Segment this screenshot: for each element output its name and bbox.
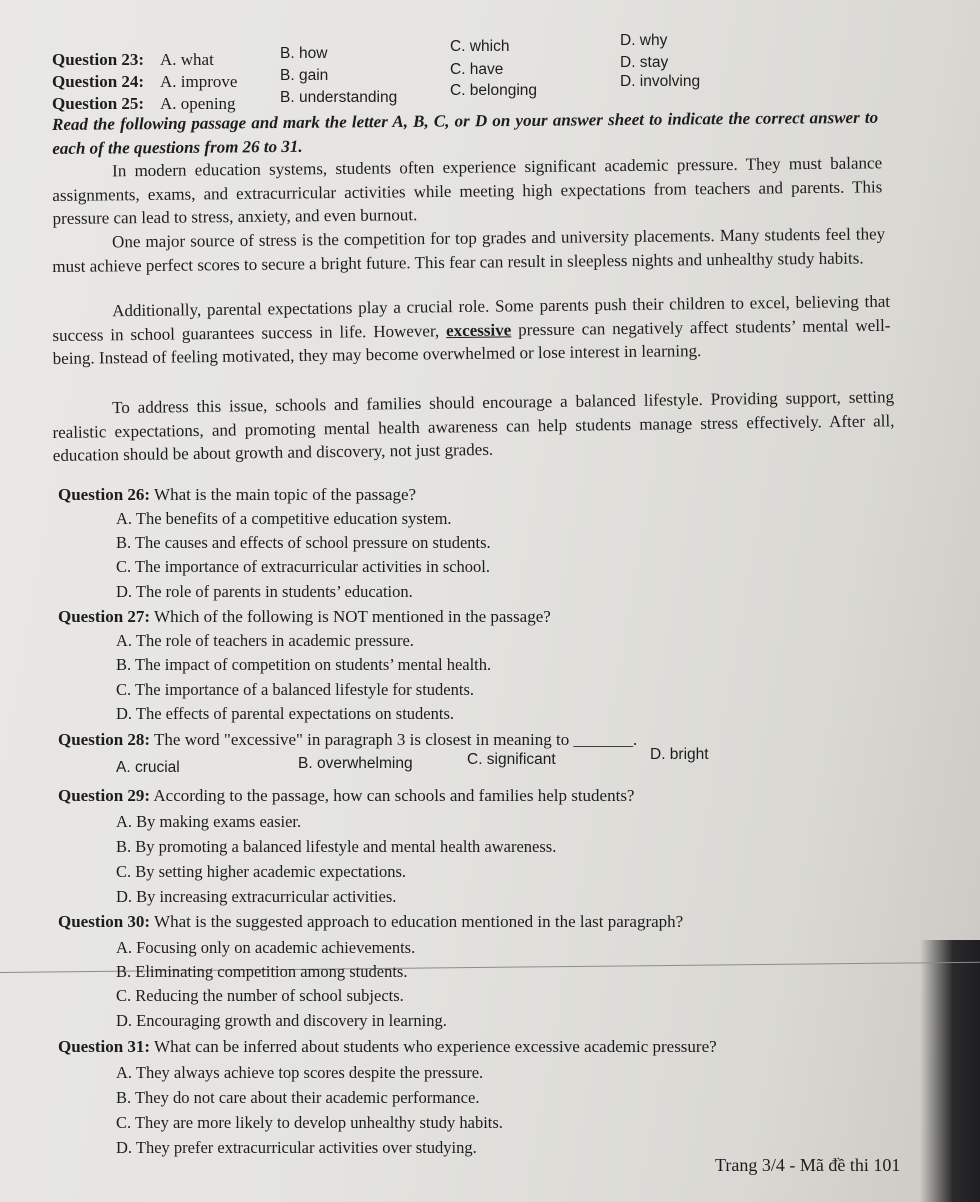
q29-option-b: B. By promoting a balanced lifestyle and mental health awareness. [116, 837, 557, 856]
q24-option-d: D. stay [620, 54, 669, 71]
q27-stem: Question 27: Which of the following is NOT mentioned in the passage? [58, 607, 551, 626]
q24-option-b: B. gain [280, 67, 329, 84]
q28-option-c: C. significant [467, 751, 556, 768]
q26-option-a: A. The benefits of a competitive education system. [116, 509, 452, 528]
q28-stem: Question 28: The word "excessive" in paragraph 3 is closest in meaning to _______. [58, 730, 638, 749]
q29-option-d: D. By increasing extracurricular activities. [116, 887, 397, 906]
q25-label: Question 25: [52, 94, 145, 113]
q30-option-c: C. Reducing the number of school subjects. [116, 986, 404, 1005]
q30-option-a: A. Focusing only on academic achievements. [116, 938, 416, 957]
q29-stem: Question 29: According to the passage, how can schools and families help students? [58, 786, 635, 805]
q30-option-b: B. Eliminating competition among students. [116, 962, 408, 981]
passage-paragraph-3 [52, 290, 891, 371]
q25-option-d: D. involving [620, 73, 701, 90]
q28-option-a: A. crucial [116, 759, 180, 776]
q28-option-b: B. overwhelming [298, 755, 413, 772]
passage-paragraph-4: To address this issue, schools and families should encourage a balanced lifestyle. Providing support, setting realistic expectations, and promoting mental health awareness can help students manage stress effectively. After all, education should be about growth and discovery, not just grades. [52, 387, 895, 466]
q24-option-c: C. have [450, 61, 504, 78]
q24-option-a: A. improve [160, 72, 238, 91]
q29-option-a: A. By making exams easier. [116, 812, 302, 831]
page-footer: Trang 3/4 - Mã đề thi 101 [715, 1155, 901, 1175]
q26-option-b: B. The causes and effects of school pressure on students. [116, 533, 491, 552]
photo-shadow [920, 940, 980, 1202]
excessive-word: excessive [445, 319, 512, 340]
q28-option-d: D. bright [650, 746, 709, 763]
q26-stem: Question 26: What is the main topic of the passage? [58, 485, 417, 504]
q23-label: Question 23: [52, 50, 145, 69]
q25-option-a: A. opening [160, 94, 236, 113]
q23-option-c: C. which [450, 38, 510, 55]
q26-option-c: C. The importance of extracurricular activities in school. [116, 557, 491, 576]
q31-option-d: D. They prefer extracurricular activities over studying. [116, 1138, 477, 1157]
q30-stem: Question 30: What is the suggested approach to education mentioned in the last paragraph? [58, 912, 684, 931]
passage-paragraph-1: In modern education systems, students often experience significant academic pressure. They must balance assignments, exams, and extracurricular activities while meeting high expectations from teachers and parents. This pressure can lead to stress, anxiety, and even burnout. [52, 153, 883, 229]
q31-option-c: C. They are more likely to develop unhealthy study habits. [116, 1113, 503, 1132]
q25-option-c: C. belonging [450, 82, 538, 99]
p3-text-before: Additionally, parental expectations play a crucial role. Some parents push their children to excel, believing that success in school guarantees success in life. However, [52, 291, 891, 345]
q27-option-c: C. The importance of a balanced lifestyle for students. [116, 680, 474, 699]
q31-option-b: B. They do not care about their academic performance. [116, 1088, 480, 1107]
q29-option-c: C. By setting higher academic expectations. [116, 862, 407, 881]
q30-option-d: D. Encouraging growth and discovery in learning. [116, 1011, 447, 1030]
q23-option-b: B. how [280, 45, 328, 62]
q27-option-a: A. The role of teachers in academic pressure. [116, 631, 414, 650]
q26-option-d: D. The role of parents in students’ education. [116, 582, 413, 601]
q31-stem: Question 31: What can be inferred about students who experience excessive academic pressure? [58, 1037, 717, 1056]
p3-text-after: pressure can negatively affect students’ mental well-being. Instead of feeling motivated, they may become overwhelmed or lose interest in learning. [52, 315, 891, 369]
passage-paragraph-2: One major source of stress is the competition for top grades and university placements. Many students feel they must achieve perfect scores to secure a bright future. This fear can result in sleepless nights and unhealthy study habits. [52, 224, 886, 276]
q23-option-a: A. what [160, 50, 214, 69]
q27-option-b: B. The impact of competition on students’ mental health. [116, 655, 492, 674]
reading-instruction: Read the following passage and mark the letter A, B, C, or D on your answer sheet to indicate the correct answer to each of the questions from 26 to 31. [52, 107, 879, 158]
q24-label: Question 24: [52, 72, 145, 91]
q31-option-a: A. They always achieve top scores despite the pressure. [116, 1063, 484, 1082]
q27-option-d: D. The effects of parental expectations on students. [116, 704, 454, 723]
q23-option-d: D. why [620, 32, 668, 49]
q25-option-b: B. understanding [280, 89, 398, 106]
